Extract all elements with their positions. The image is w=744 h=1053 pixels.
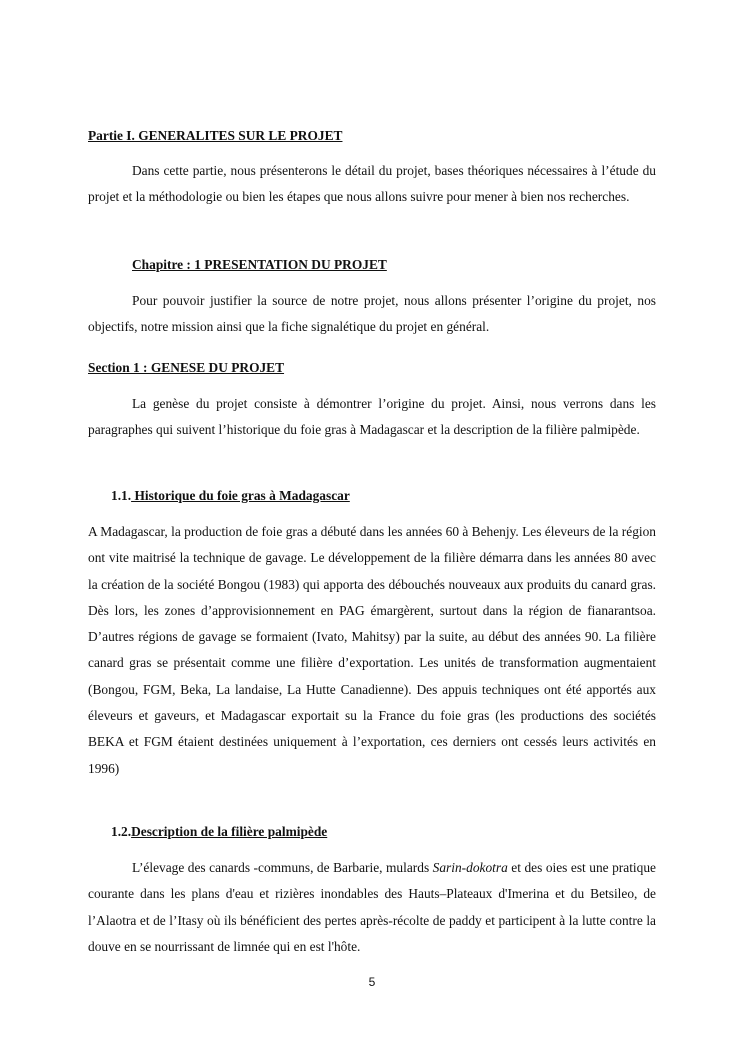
subsection-2-heading xyxy=(111,823,611,841)
subsection-2-text-end: et des oies est une pratique courante dans les plans d'eau et rizières inondables des Hauts–Plateaux d'Imerina et du Betsileo, de l’Alaotra et de l’Itasy où ils bénéficient des pertes après-récolte de paddy et participent à la lutte contre la douve en se nourrissant de limnée qui en est l'hôte. xyxy=(88,860,656,954)
subsection-2-text-italic: Sarin-dokotra xyxy=(432,860,508,875)
part-title: Partie I. GENERALITES SUR LE PROJET xyxy=(88,128,343,143)
subsection-1-title: Historique du foie gras à Madagascar xyxy=(131,488,350,503)
chapter-paragraph: Pour pouvoir justifier la source de notre projet, nous allons présenter l’origine du projet, nos objectifs, notre mission ainsi que la fiche signalétique du projet en général. xyxy=(88,293,656,335)
subsection-1-number: 1.1. xyxy=(111,488,132,503)
subsection-2-title: Description de la filière palmipède xyxy=(131,824,328,839)
intro-paragraph: Dans cette partie, nous présenterons le détail du projet, bases théoriques nécessaires à l’étude du projet et la méthodologie ou bien les étapes que nous allons suivre pour mener à bien nos recherches. xyxy=(88,163,656,205)
subsection-1-paragraph: A Madagascar, la production de foie gras a débuté dans les années 60 à Behenjy. Les éleveurs de la région ont vite maitrisé la technique de gavage. Le développement de la filière démarra dans les années 80 avec la création de la société Bongou (1983) qui apporta des débouchés nouveaux aux produits du canard gras. Dès lors, les zones d’approvisionnement en PAG émargèrent, surtout dans la région de fianarantsoa. D’autres régions de gavage se formaient (Ivato, Mahitsy) par la suite, au début des années 90. La filière canard gras se présentait comme une filière d’exportation. Les unités de transformation augmentaient (Bongou, FGM, Beka, La landaise, La Hutte Canadienne). Des appuis techniques ont été apportés aux éleveurs et gaveurs, et Madagascar exportait su la France du foie gras (les productions des sociétés BEKA et FGM étaient destinées uniquement à l’exportation, ces derniers ont cessés leurs activités en 1996) xyxy=(88,524,656,776)
section-title: Section 1 : GENESE DU PROJET xyxy=(88,360,285,375)
page-number: 5 xyxy=(368,975,376,989)
section-paragraph: La genèse du projet consiste à démontrer l’origine du projet. Ainsi, nous verrons dans les paragraphes qui suivent l’historique du foie gras à Madagascar et la description de la filière palmipède. xyxy=(88,396,656,438)
subsection-2-text-start: L’élevage des canards -communs, de Barbarie, mulards xyxy=(132,860,433,875)
subsection-2-number: 1.2. xyxy=(111,824,132,839)
chapter-title: Chapitre : 1 PRESENTATION DU PROJET xyxy=(132,257,387,272)
subsection-1-heading xyxy=(111,487,611,505)
subsection-2-paragraph xyxy=(88,855,656,960)
